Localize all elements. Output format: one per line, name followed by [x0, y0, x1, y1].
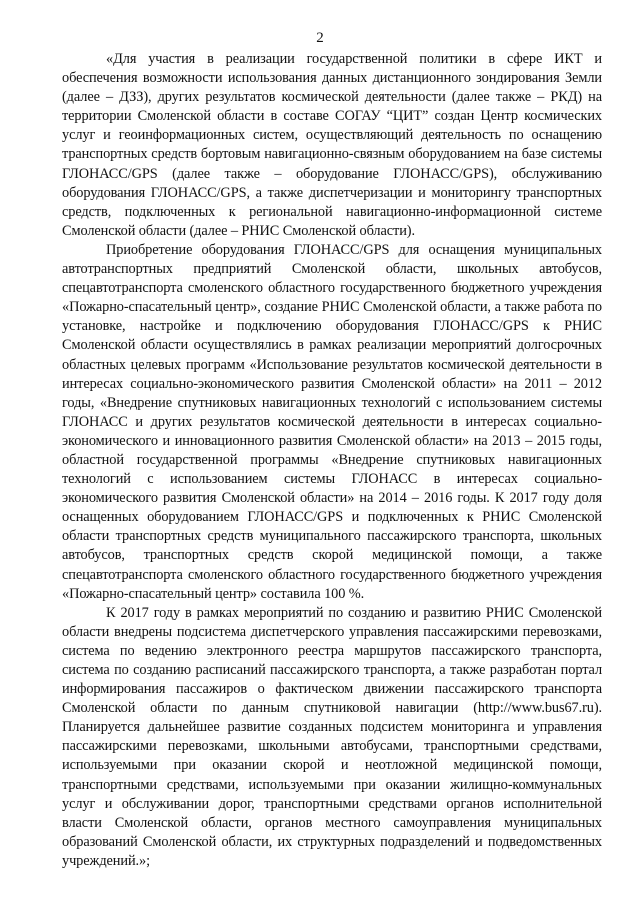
- document-body: [62, 50, 602, 871]
- page-number: 2: [316, 30, 324, 46]
- paragraph-rnis-development: К 2017 году в рамках мероприятий по созданию и развитию РНИС Смоленской области внедрены подсистема диспетчерского управления пассажирскими перевозками, система по ведению электронного реестра маршрутов пассажирского транспорта, система по созданию расписаний пассажирского транспорта, а также разработан портал информирования пассажиров о фактическом движении пассажирского транспорта Смоленской области по данным спутниковой навигации (http://www.bus67.ru). Планируется дальнейшее развитие созданных подсистем мониторинга и управления пассажирскими перевозками, школьными автобусами, транспортными средствами, используемыми при оказании скорой и неотложной медицинской помощи, транспортными средствами, используемыми при оказании жилищно-коммунальных услуг и обслуживании дорог, транспортными средствами органов исполнительной власти Смоленской области, органов местного самоуправления муниципальных образований Смоленской области, их структурных подразделений и подведомственных учреждений.»;: [62, 604, 602, 869]
- paragraph-glonass-equipment: Приобретение оборудования ГЛОНАСС/GPS для оснащения муниципальных автотранспортных предприятий Смоленской области, школьных автобусов, спецавтотранспорта смоленского областного государственного бюджетного учреждения «Пожарно-спасательный центр», создание РНИС Смоленской области, а также работа по установке, настройке и подключению оборудования ГЛОНАСС/GPS к РНИС Смоленской области осуществлялись в рамках реализации мероприятий долгосрочных областных целевых программ «Использование результатов космической деятельности в интересах социально-экономического развития Смоленской области» на 2011 – 2012 годы, «Внедрение спутниковых навигационных технологий с использованием системы ГЛОНАСС и других результатов космической деятельности в интересах социально-экономического и инновационного развития Смоленской области» на 2013 – 2015 годы, областной государственной программы «Внедрение спутниковых навигационных технологий с использованием системы ГЛОНАСС в интересах социально-экономического развития Смоленской области» на 2014 – 2016 годы. К 2017 году доля оснащенных оборудованием ГЛОНАСС/GPS и подключенных к РНИС Смоленской области транспортных средств муниципального пассажирского транспорта, школьных автобусов, транспортных средств скорой медицинской помощи, а также спецавтотранспорта смоленского областного государственного бюджетного учреждения «Пожарно-спасательный центр» составила 100 %.: [62, 241, 602, 602]
- paragraph-cits-description: «Для участия в реализации государственной политики в сфере ИКТ и обеспечения возможности использования данных дистанционного зондирования Земли (далее – ДЗЗ), других результатов космической деятельности (далее также – РКД) на территории Смоленской области в составе СОГАУ “ЦИТ” создан Центр космических услуг и геоинформационных систем, осуществляющий деятельность по оснащению транспортных средств бортовым навигационно-связным оборудованием на базе системы ГЛОНАСС/GPS (далее также – оборудование ГЛОНАСС/GPS), обслуживанию оборудования ГЛОНАСС/GPS, а также диспетчеризации и мониторингу транспортных средств, подключенных к региональной навигационно-информационной системе Смоленской области (далее – РНИС Смоленской области).: [62, 51, 602, 239]
